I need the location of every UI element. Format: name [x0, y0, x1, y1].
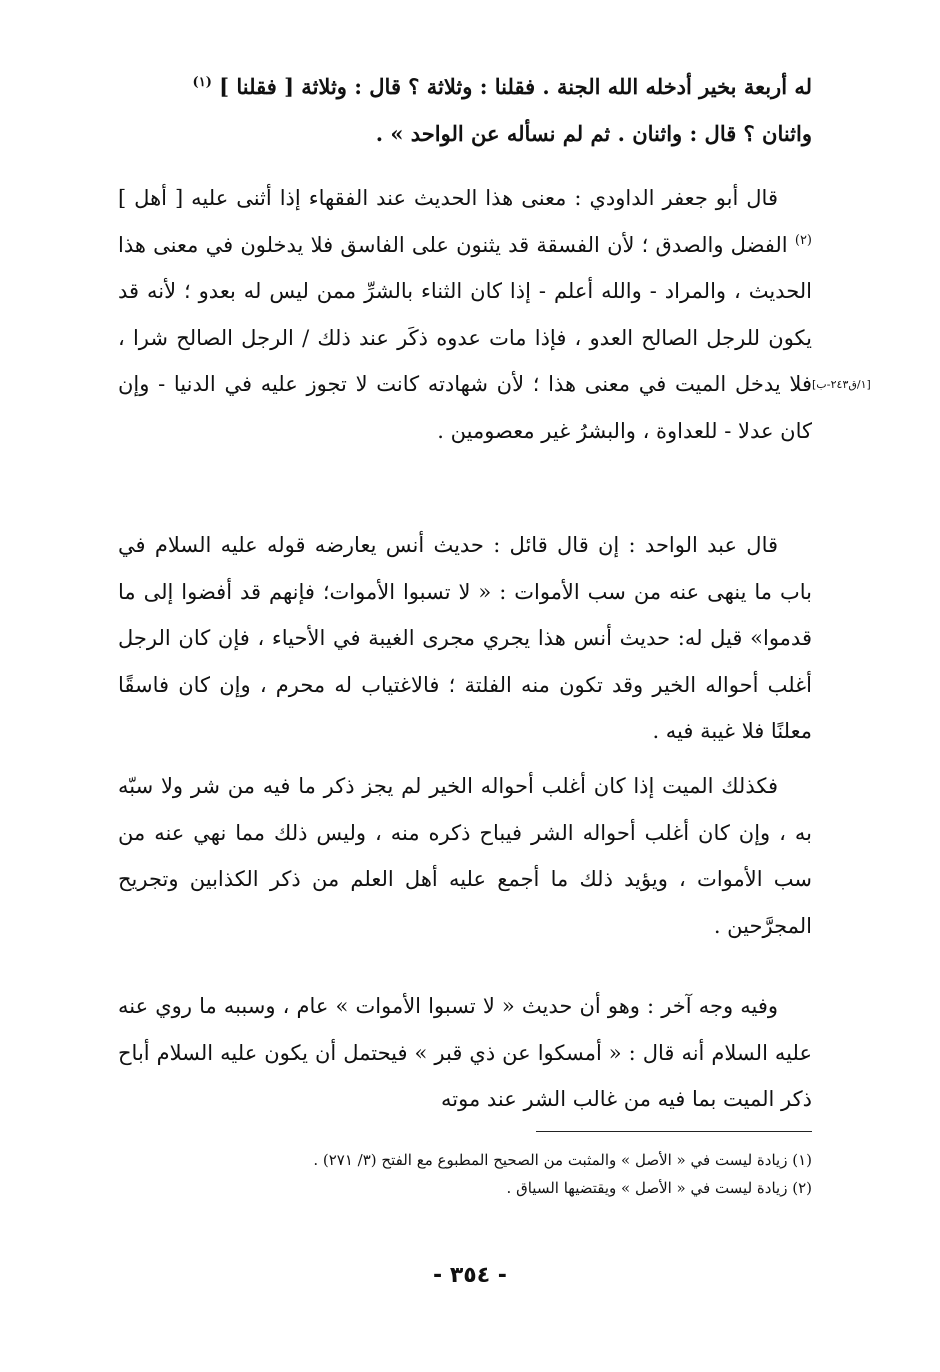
footnote-2: (٢) زيادة ليست في « الأصل » ويقتضيها السياق . — [506, 1179, 812, 1197]
paragraph-abd-al-wahid: قال عبد الواحد : إن قال قائل : حديث أنس يعارضه قوله عليه السلام في باب ما ينهى عنه من سب الأموات : « لا تسبوا الأموات؛ فإنهم قد أفضوا إلى ما قدموا» قيل له: حديث أنس هذا يجري مجرى الغيبة في الأحياء ، فإن كان الرجل أغلب أحواله الخير وقد تكون منه الفلتة ؛ فالاغتياب له محرم ، وإن كان فاسقًا معلنًا فلا غيبة فيه . — [118, 533, 812, 743]
paragraph-dawudi — [118, 175, 812, 454]
hadith-intro — [118, 64, 812, 157]
paragraph-dawudi-part-b: الفضل والصدق ؛ لأن الفسقة قد يثنون على الفاسق فلا يدخلون في معنى هذا الحديث ، والمراد - والله أعلم - إذا كان الثناء بالشرِّ ممن ليس له بعدو ؛ لأنه قد يكون للرجل الصالح العدو ، فإذا مات عدوه ذكَر عند ذلك / الرجل الصالح شرا ، فلا يدخل الميت في معنى هذا ؛ لأن شهادته كانت لا تجوز عليه في الدنيا - وإن كان عدلا - للعداوة ، والبشرُ غير معصومين . — [118, 232, 812, 443]
intro-line-1 — [118, 64, 812, 111]
manuscript-folio-marker: [١/ق٢٤٣-ب] — [812, 378, 871, 391]
footnote-1: (١) زيادة ليست في « الأصل » والمثبت من الصحيح المطبوع مع الفتح (٣/ ٢٧١) . — [313, 1151, 812, 1169]
page-number: - ٣٥٤ - — [433, 1263, 507, 1288]
intro-line-2: واثنان ؟ قال : واثنان . ثم لم نسأله عن الواحد » . — [375, 120, 812, 146]
paragraph-mayyit: فكذلك الميت إذا كان أغلب أحواله الخير لم يجز ذكر ما فيه من شر ولا سبّه به ، وإن كان أغلب أحواله الشر فيباح ذكره منه ، وليس ذلك مما نهي عنه من سب الأموات ، ويؤيد ذلك ما أجمع عليه أهل العلم من ذكر الكذابين وتجريح المجرَّحين . — [118, 774, 812, 938]
footnote-ref-2: (٢) — [794, 232, 812, 248]
intro-line-1-text: له أربعة بخير أدخله الله الجنة . فقلنا : وثلاثة ؟ قال : وثلاثة [ فقلنا ] — [219, 74, 812, 99]
paragraph-wajh-akhar: وفيه وجه آخر : وهو أن حديث « لا تسبوا الأموات » عام ، وسببه ما روي عنه عليه السلام أنه قال : « أمسكوا عن ذي قبر » فيحتمل أن يكون عليه السلام أباح ذكر الميت بما فيه من غالب الشر عند موته — [118, 994, 812, 1111]
paragraph-dawudi-part-a: قال أبو جعفر الداودي : معنى هذا الحديث عند الفقهاء إذا أثنى عليه [ أهل ] — [118, 186, 778, 210]
footnotes — [118, 1146, 812, 1202]
footnote-ref-1: (١) — [192, 75, 212, 90]
footnote-divider — [536, 1131, 812, 1132]
